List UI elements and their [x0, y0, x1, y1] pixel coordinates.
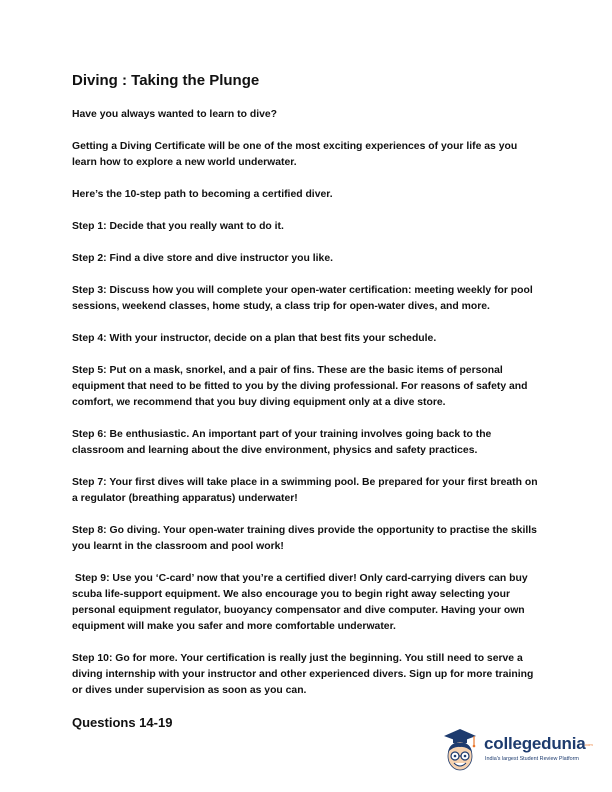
paragraph-step-7: Step 7: Your first dives will take place in a swimming pool. Be prepared for your first breath on a regulator (breathing apparatus) underwater!: [72, 477, 538, 504]
logo-tagline: India's largest Student Review Platform: [485, 756, 579, 762]
paragraph-step-3: Step 3: Discuss how you will complete your open-water certification: meeting weekly for pool sessions, weekend classes, home study, a class trip for open-water dives, and more.: [72, 285, 533, 312]
student-mascot-icon: [436, 726, 482, 776]
paragraph-step-2: Step 2: Find a dive store and dive instructor you like.: [72, 253, 333, 264]
paragraph-step-6: Step 6: Be enthusiastic. An important part of your training involves going back to the classroom and learning about the dive environment, physics and safety practices.: [72, 429, 492, 456]
paragraph-step-4: Step 4: With your instructor, decide on a plan that best fits your schedule.: [72, 333, 437, 344]
document-title: Diving : Taking the Plunge: [72, 72, 260, 89]
logo-wordmark: collegedunia: [484, 734, 586, 753]
collegedunia-logo: [436, 726, 596, 776]
section-heading: Questions 14-19: [72, 715, 173, 730]
paragraph-intro: Getting a Diving Certificate will be one of the most exciting experiences of your life as you learn how to explore a new world underwater.: [72, 141, 518, 168]
paragraph-step-5: Step 5: Put on a mask, snorkel, and a pair of fins. These are the basic items of personal equipment that need to be fitted to you by the diving professional. For reasons of safety and comfort, we recommend that you buy diving equipment only at a dive store.: [72, 365, 528, 408]
paragraph-intro-question: Have you always wanted to learn to dive?: [72, 109, 277, 120]
paragraph-step-9: Step 9: Use you ‘C-card’ now that you’re a certified diver! Only card-carrying divers can buy scuba life-support equipment. We also encourage you to begin right away selecting your personal equipment regulator, buoyancy compensator and dive computer. Having your own equipment will make you safer and more comfortable underwater.: [72, 573, 531, 632]
document-page: [72, 72, 542, 731]
logo-dotcom: .com: [584, 742, 593, 747]
paragraph-step-10: Step 10: Go for more. Your certification is really just the beginning. You still need to serve a diving internship with your instructor and other experienced divers. Sign up for more training or dives under supervision as soon as you can.: [72, 653, 534, 696]
paragraph-path: Here’s the 10-step path to becoming a certified diver.: [72, 189, 333, 200]
paragraph-step-1: Step 1: Decide that you really want to do it.: [72, 221, 284, 232]
paragraph-step-8: Step 8: Go diving. Your open-water training dives provide the opportunity to practise the skills you learnt in the classroom and pool work!: [72, 525, 537, 552]
